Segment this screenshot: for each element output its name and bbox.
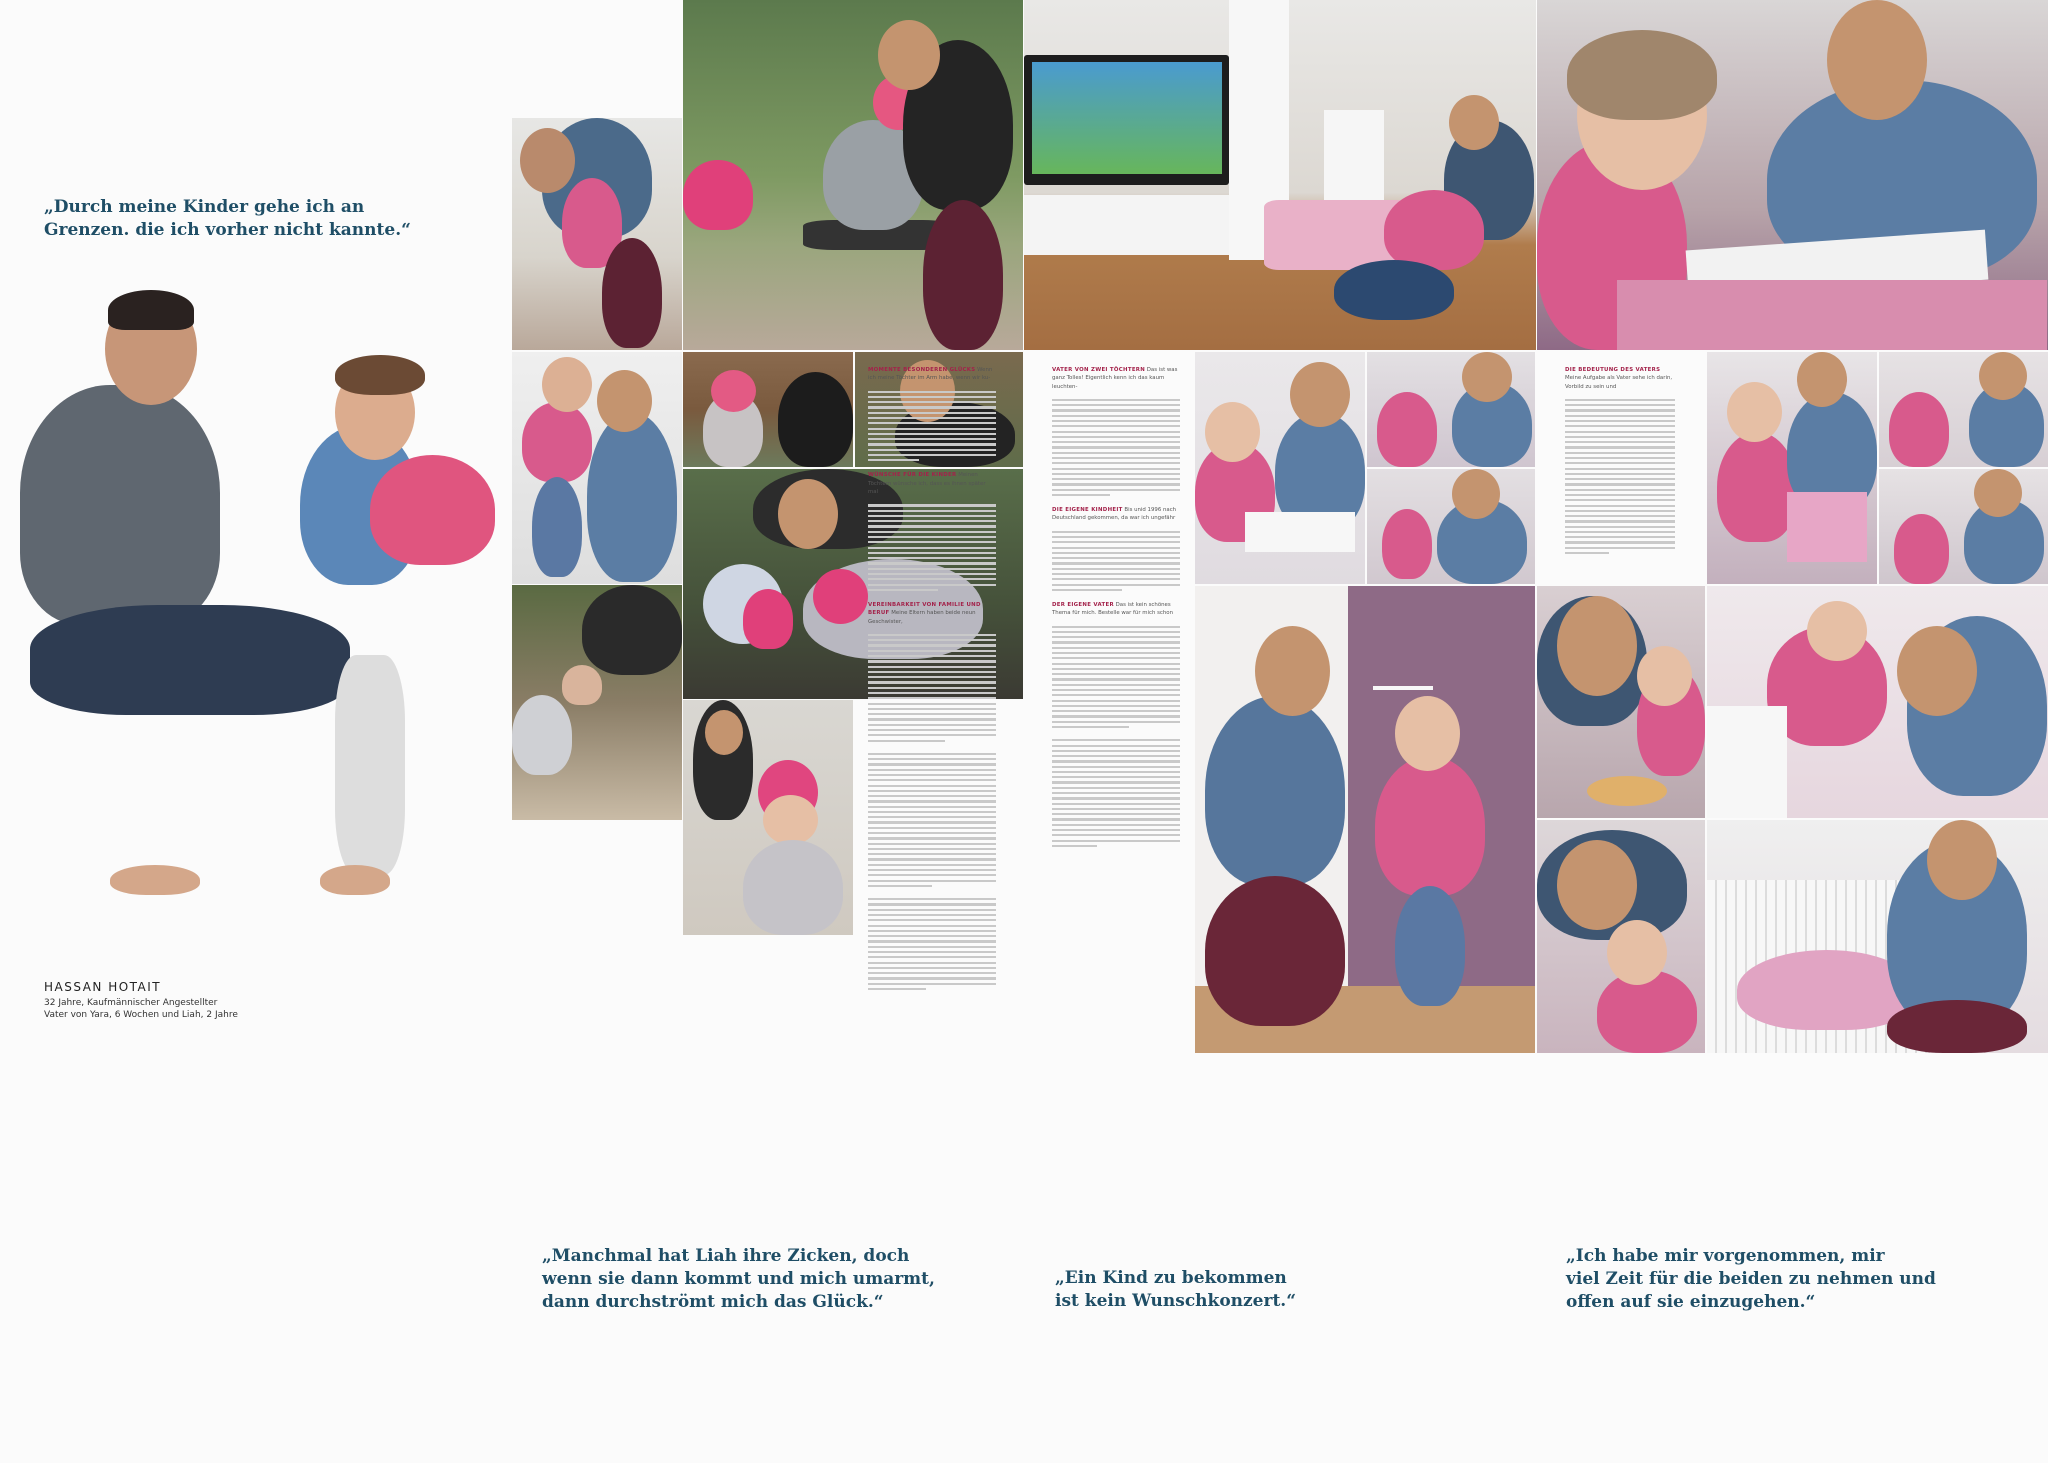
photo-hand-hold <box>512 585 682 820</box>
person-detail-1: 32 Jahre, Kaufmännischer Angestellter <box>44 998 218 1008</box>
heading-gluecksmomente: MOMENTE BESONDEREN GLÜCKS <box>868 367 976 373</box>
photo-garden-hut <box>683 352 853 467</box>
text-lead: Meine Aufgabe als Vater sehe ich darin, Vorbild zu sein und <box>1565 375 1673 390</box>
person-name: HASSAN HOTAIT <box>44 980 162 994</box>
text-lead: Bis unid 1996 nach Deutschland gekommen, da war ich ungefähr <box>1052 507 1177 522</box>
heading-kindheit: DIE EIGENE KINDHEIT <box>1052 507 1123 514</box>
photo-baby-crib <box>1707 820 2048 1053</box>
photo-reading <box>1195 352 1365 584</box>
photo-crib <box>1707 586 2048 818</box>
heading-vater-toechter: VATER VON ZWEI TÖCHTERN <box>1052 367 1146 373</box>
pull-quote-1: „Durch meine Kinder gehe ich an Grenzen. die ich vorher nicht kannte.“ <box>44 197 411 240</box>
photo-reading-2 <box>1367 352 1535 467</box>
text-lead: Das ist kein schönes Thema für mich. Bestelle war für mich schon <box>1052 602 1174 617</box>
article-column-1 <box>868 366 996 993</box>
photo-swing <box>683 0 1023 350</box>
photo-reading-3 <box>1367 469 1535 584</box>
text-lead: Das ist was ganz Tolles! Eigentlich kenn ich das kaum leuchten- <box>1052 367 1178 390</box>
article-column-3 <box>1565 366 1675 557</box>
pull-quote-3: „Ein Kind zu bekommen ist kein Wunschkonzert.“ <box>1055 1268 1296 1311</box>
photo-tickle <box>1537 820 1705 1053</box>
heading-bedeutung-vater: DIE BEDEUTUNG DES VATERS <box>1565 367 1661 373</box>
photo-drawing-table <box>1537 0 2048 350</box>
photo-dollhouse-2 <box>1879 352 2048 467</box>
photo-dollhouse <box>1707 352 1877 584</box>
photo-kiss <box>512 352 682 584</box>
photo-father-daughter-door <box>512 118 682 350</box>
heading-vereinbarkeit: VEREINBARKEIT VON FAMILIE UND BERUF <box>868 602 981 617</box>
photo-tv-room <box>1024 0 1536 350</box>
text-lead: Wenn ich meine Töchter im Arm habe, wenn wir ku- <box>868 367 993 382</box>
portrait-photo <box>0 285 500 925</box>
pull-quote-4: „Ich habe mir vorgenommen, mir viel Zeit für die beiden zu nehmen und offen auf sie einzugehen.“ <box>1566 1246 1936 1312</box>
photo-dollhouse-3 <box>1879 469 2048 584</box>
text-lead: Meine Eltern haben beide neun Geschwister, <box>868 610 976 625</box>
article-column-2 <box>1052 366 1180 850</box>
heading-wuensche: WÜNSCHE FÜR DIE KINDER <box>868 472 957 479</box>
text-lead: Meinen Töchtern wünsche ich, dass es ihnen später mal <box>868 472 986 496</box>
photo-eating <box>1537 586 1705 818</box>
pull-quote-2: „Manchmal hat Liah ihre Zicken, doch wenn sie dann kommt und mich umarmt, dann durchströmt mich das Glück.“ <box>542 1246 935 1312</box>
photo-height-measure <box>1195 586 1535 1053</box>
heading-eigener-vater: DER EIGENE VATER <box>1052 602 1114 609</box>
person-detail-2: Vater von Yara, 6 Wochen und Liah, 2 Jahre <box>44 1010 238 1020</box>
photo-pink-hat <box>683 700 853 935</box>
